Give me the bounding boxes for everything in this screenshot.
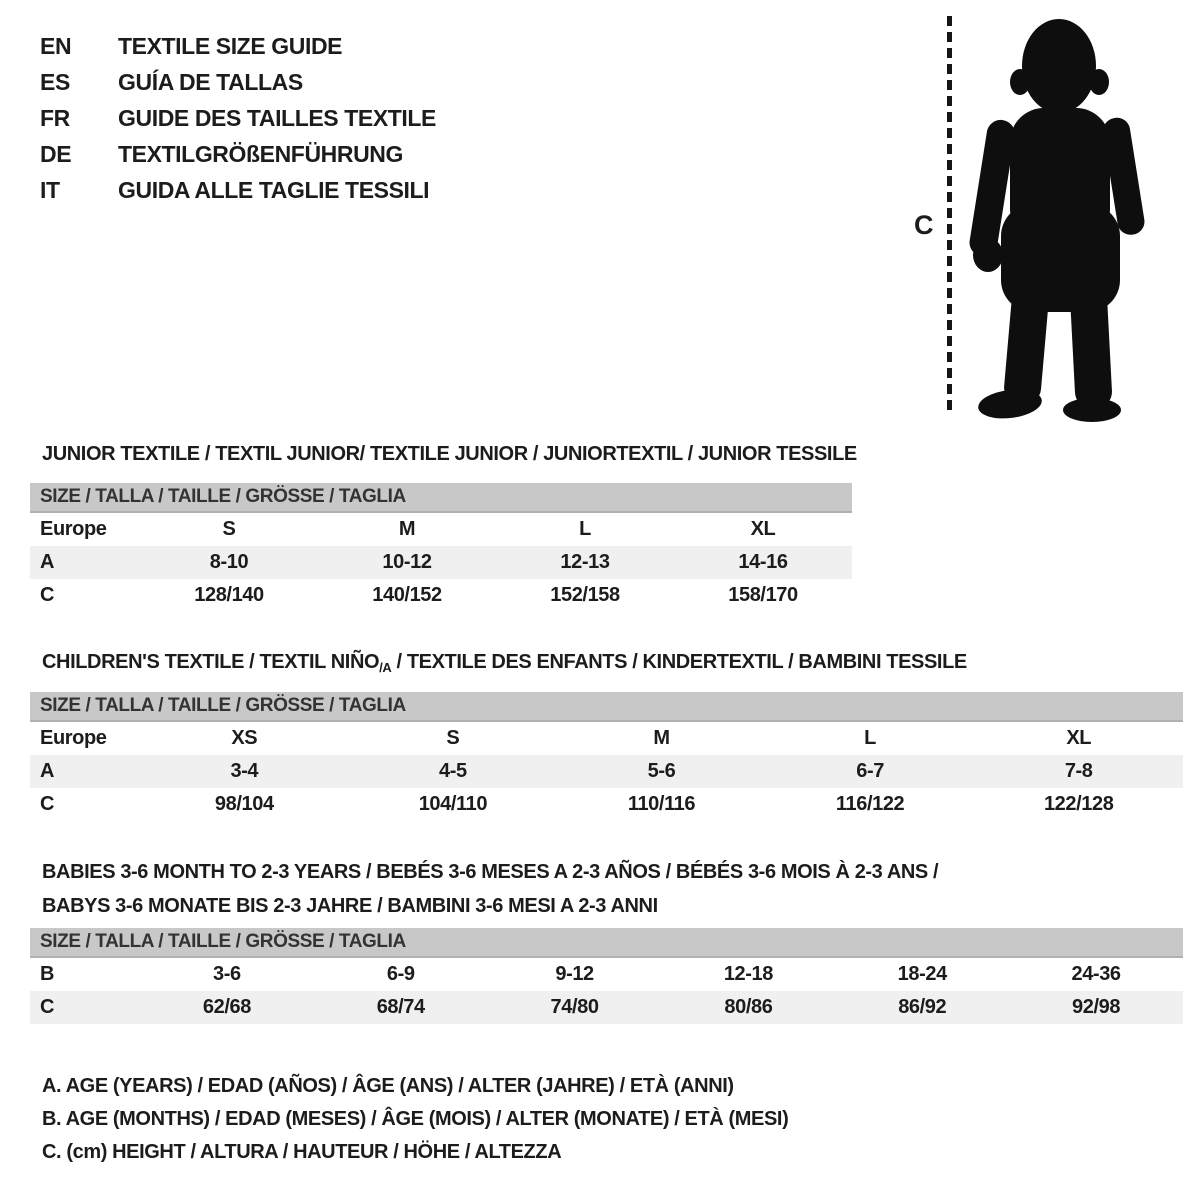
cell-value: 74/80 — [550, 996, 599, 1018]
table-row — [30, 546, 852, 579]
footnote-legend — [42, 1070, 788, 1169]
row-label: C — [40, 996, 55, 1018]
language-title: GUIDA ALLE TAGLIE TESSILI — [118, 177, 430, 203]
note-line: C. (cm) HEIGHT / ALTURA / HAUTEUR / HÖHE / ALTEZZA — [42, 1141, 562, 1163]
language-title: TEXTILE SIZE GUIDE — [118, 33, 343, 59]
section-title-text: BABYS 3-6 MONATE BIS 2-3 JAHRE / BAMBINI 3-6 MESI A 2-3 ANNI — [42, 895, 658, 917]
language-title: GUIDE DES TAILLES TEXTILE — [118, 105, 436, 131]
table-row — [30, 513, 852, 546]
row-label: C — [40, 584, 55, 606]
cell-value: 80/86 — [724, 996, 773, 1018]
language-code: DE — [40, 141, 72, 167]
section-title — [42, 855, 1183, 889]
cell-value: 6-9 — [386, 963, 415, 985]
table-row — [30, 991, 1183, 1024]
cell-value: 158/170 — [728, 584, 798, 606]
note-line: B. AGE (MONTHS) / EDAD (MESES) / ÂGE (MOIS) / ALTER (MONATE) / ETÀ (MESI) — [42, 1108, 789, 1130]
size-header-band: SIZE / TALLA / TAILLE / GRÖSSE / TAGLIA — [30, 483, 852, 513]
cell-value: S — [446, 727, 460, 749]
section-title — [42, 645, 1183, 681]
cell-value: 10-12 — [382, 551, 432, 573]
cell-value: 110/116 — [627, 793, 696, 815]
table-row — [30, 579, 852, 612]
section-babies-textile — [30, 855, 1183, 1024]
note-line: A. AGE (YEARS) / EDAD (AÑOS) / ÂGE (ANS) / ALTER (JAHRE) / ETÀ (ANNI) — [42, 1075, 734, 1097]
section-title-text: / TEXTILE DES ENFANTS / KINDERTEXTIL / BAMBINI TESSILE — [391, 651, 967, 673]
section-title — [42, 889, 1183, 923]
cell-value: 6-7 — [856, 760, 884, 782]
cell-value: 8-10 — [209, 551, 249, 573]
cell-value: M — [653, 727, 670, 749]
language-row — [40, 136, 436, 172]
cell-value: 128/140 — [194, 584, 264, 606]
cell-value: 122/128 — [1043, 793, 1114, 815]
language-code: ES — [40, 69, 70, 95]
section-title-text: CHILDREN'S TEXTILE / TEXTIL NIÑO — [42, 651, 380, 673]
language-row — [40, 100, 436, 136]
cell-value: XS — [231, 727, 258, 749]
language-title: GUÍA DE TALLAS — [118, 69, 303, 95]
cell-value: 152/158 — [550, 584, 620, 606]
cell-value: M — [398, 518, 416, 540]
language-row — [40, 172, 436, 208]
row-label: Europe — [40, 727, 107, 749]
height-measure-dashed-line — [947, 16, 952, 416]
table-row — [30, 958, 1183, 991]
table-row — [30, 755, 1183, 788]
section-junior-textile — [30, 437, 857, 612]
language-code: EN — [40, 33, 72, 59]
section-title-subscript: /A — [379, 660, 392, 675]
cell-value: 98/104 — [214, 793, 274, 815]
cell-value: 140/152 — [372, 584, 442, 606]
row-label: A — [40, 760, 55, 782]
cell-value: 68/74 — [376, 996, 425, 1018]
row-label: Europe — [40, 518, 107, 540]
section-title-text: JUNIOR TEXTILE / TEXTIL JUNIOR/ TEXTILE JUNIOR / JUNIORTEXTIL / JUNIOR TESSILE — [42, 443, 857, 465]
row-label: C — [40, 793, 55, 815]
language-code: IT — [40, 177, 60, 203]
table-row — [30, 722, 1183, 755]
row-label: A — [40, 551, 55, 573]
cell-value: 4-5 — [439, 760, 467, 782]
table-row — [30, 788, 1183, 821]
language-title-list — [40, 28, 436, 208]
cell-value: 92/98 — [1072, 996, 1121, 1018]
cell-value: 104/110 — [418, 793, 488, 815]
cell-value: 14-16 — [738, 551, 788, 573]
cell-value: 86/92 — [898, 996, 947, 1018]
row-label: B — [40, 963, 55, 985]
cell-value: 18-24 — [897, 963, 947, 985]
cell-value: 116/122 — [835, 793, 905, 815]
cell-value: L — [864, 727, 876, 749]
cell-value: L — [579, 518, 591, 540]
cell-value: 12-18 — [723, 963, 773, 985]
language-row — [40, 28, 436, 64]
language-title: TEXTILGRÖßENFÜHRUNG — [118, 141, 403, 167]
toddler-silhouette-image — [962, 12, 1157, 424]
cell-value: 24-36 — [1071, 963, 1121, 985]
section-title-text: BABIES 3-6 MONTH TO 2-3 YEARS / BEBÉS 3-6 MESES A 2-3 AÑOS / BÉBÉS 3-6 MOIS À 2-3 ANS / — [42, 861, 939, 883]
cell-value: XL — [750, 518, 776, 540]
size-header-band: SIZE / TALLA / TAILLE / GRÖSSE / TAGLIA — [30, 692, 1183, 722]
cell-value: 62/68 — [202, 996, 251, 1018]
cell-value: 5-6 — [647, 760, 676, 782]
cell-value: XL — [1066, 727, 1092, 749]
section-title — [42, 437, 857, 471]
language-code: FR — [40, 105, 70, 131]
measure-label-c: C — [914, 210, 934, 240]
cell-value: 3-4 — [230, 760, 259, 782]
cell-value: S — [222, 518, 236, 540]
section-childrens-textile — [30, 645, 1183, 821]
cell-value: 9-12 — [555, 963, 594, 985]
cell-value: 12-13 — [560, 551, 610, 573]
cell-value: 3-6 — [213, 963, 241, 985]
language-row — [40, 64, 436, 100]
cell-value: 7-8 — [1064, 760, 1093, 782]
size-header-band: SIZE / TALLA / TAILLE / GRÖSSE / TAGLIA — [30, 928, 1183, 958]
